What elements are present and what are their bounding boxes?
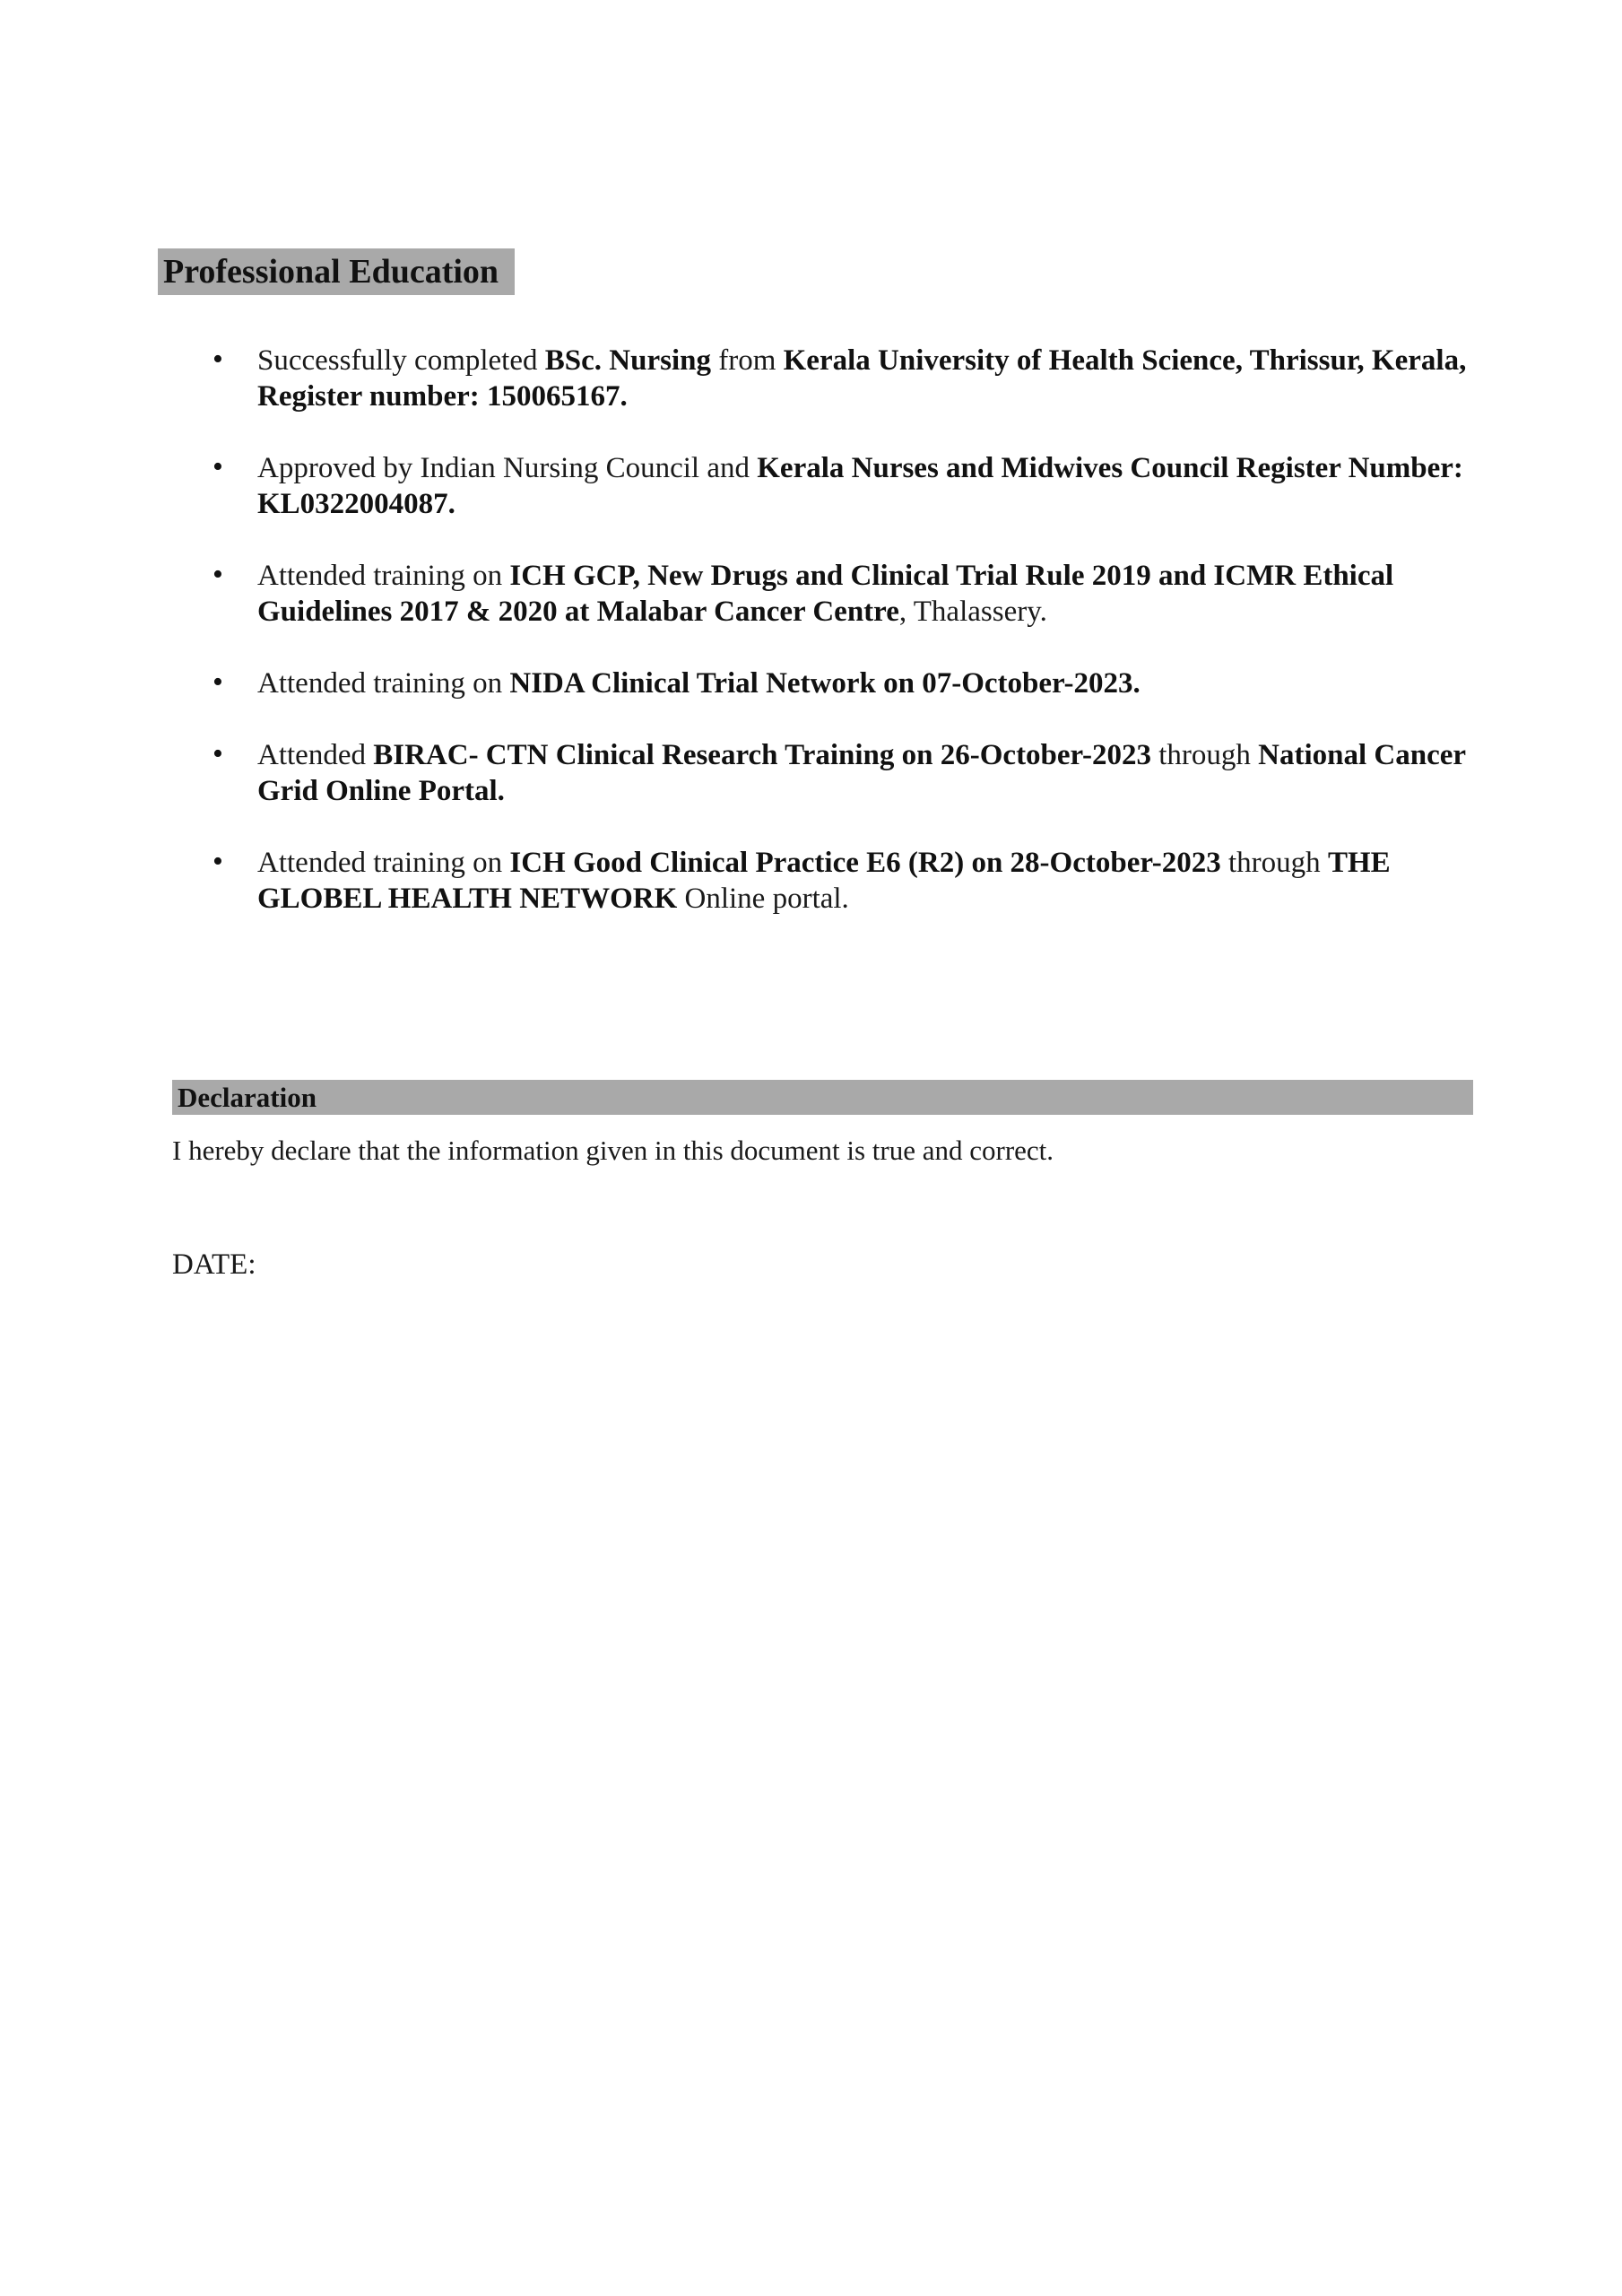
bullet-text-segment: BIRAC- CTN Clinical Research Training on 26-October-2023 — [373, 739, 1151, 771]
list-item — [257, 737, 1488, 809]
bullet-text-segment: NIDA Clinical Trial Network on 07-October-2023. — [509, 667, 1141, 700]
bullet-text-segment: Kerala Nurses and Midwives Council Register Number: KL0322004087. — [257, 452, 1463, 520]
declaration-heading: Declaration — [172, 1080, 1473, 1115]
bullet-text-segment: through — [1220, 847, 1328, 879]
bullet-text-segment: Attended training on — [257, 847, 510, 879]
list-item — [257, 450, 1488, 522]
bullet-text-segment: ICH GCP, New Drugs and Clinical Trial Rule 2019 and ICMR Ethical Guidelines 2017 & 2020 at Malabar Cancer Centre — [257, 560, 1394, 628]
bullet-text-segment: Attended training on — [257, 560, 510, 592]
professional-education-heading: Professional Education — [158, 248, 515, 295]
bullet-text-segment: from — [710, 344, 784, 377]
list-item — [257, 845, 1488, 917]
bullet-text-segment: National Cancer Grid Online Portal. — [257, 739, 1466, 807]
date-label: DATE: — [172, 1248, 256, 1281]
bullet-text-segment: Approved by Indian Nursing Council and — [257, 452, 758, 484]
bullet-text-segment: Online portal. — [677, 883, 849, 915]
bullet-text-segment: THE GLOBEL HEALTH NETWORK — [257, 847, 1391, 915]
bullet-text-segment: BSc. Nursing — [544, 344, 711, 377]
bullet-text-segment: Attended training on — [257, 667, 510, 700]
bullet-text-segment: , Thalassery. — [898, 596, 1047, 628]
bullet-text-segment: Attended — [257, 739, 374, 771]
bullet-text-segment: through — [1150, 739, 1259, 771]
bullet-text-segment: Kerala University of Health Science, Thrissur, Kerala, Register number: 150065167. — [257, 344, 1467, 413]
list-item — [257, 558, 1488, 630]
list-item — [257, 343, 1488, 414]
list-item — [257, 665, 1488, 701]
declaration-text: I hereby declare that the information given in this document is true and correct. — [172, 1135, 1054, 1166]
bullet-text-segment: ICH Good Clinical Practice E6 (R2) on 28-October-2023 — [509, 847, 1221, 879]
bullet-text-segment: Successfully completed — [257, 344, 545, 377]
professional-education-list — [257, 343, 1488, 952]
